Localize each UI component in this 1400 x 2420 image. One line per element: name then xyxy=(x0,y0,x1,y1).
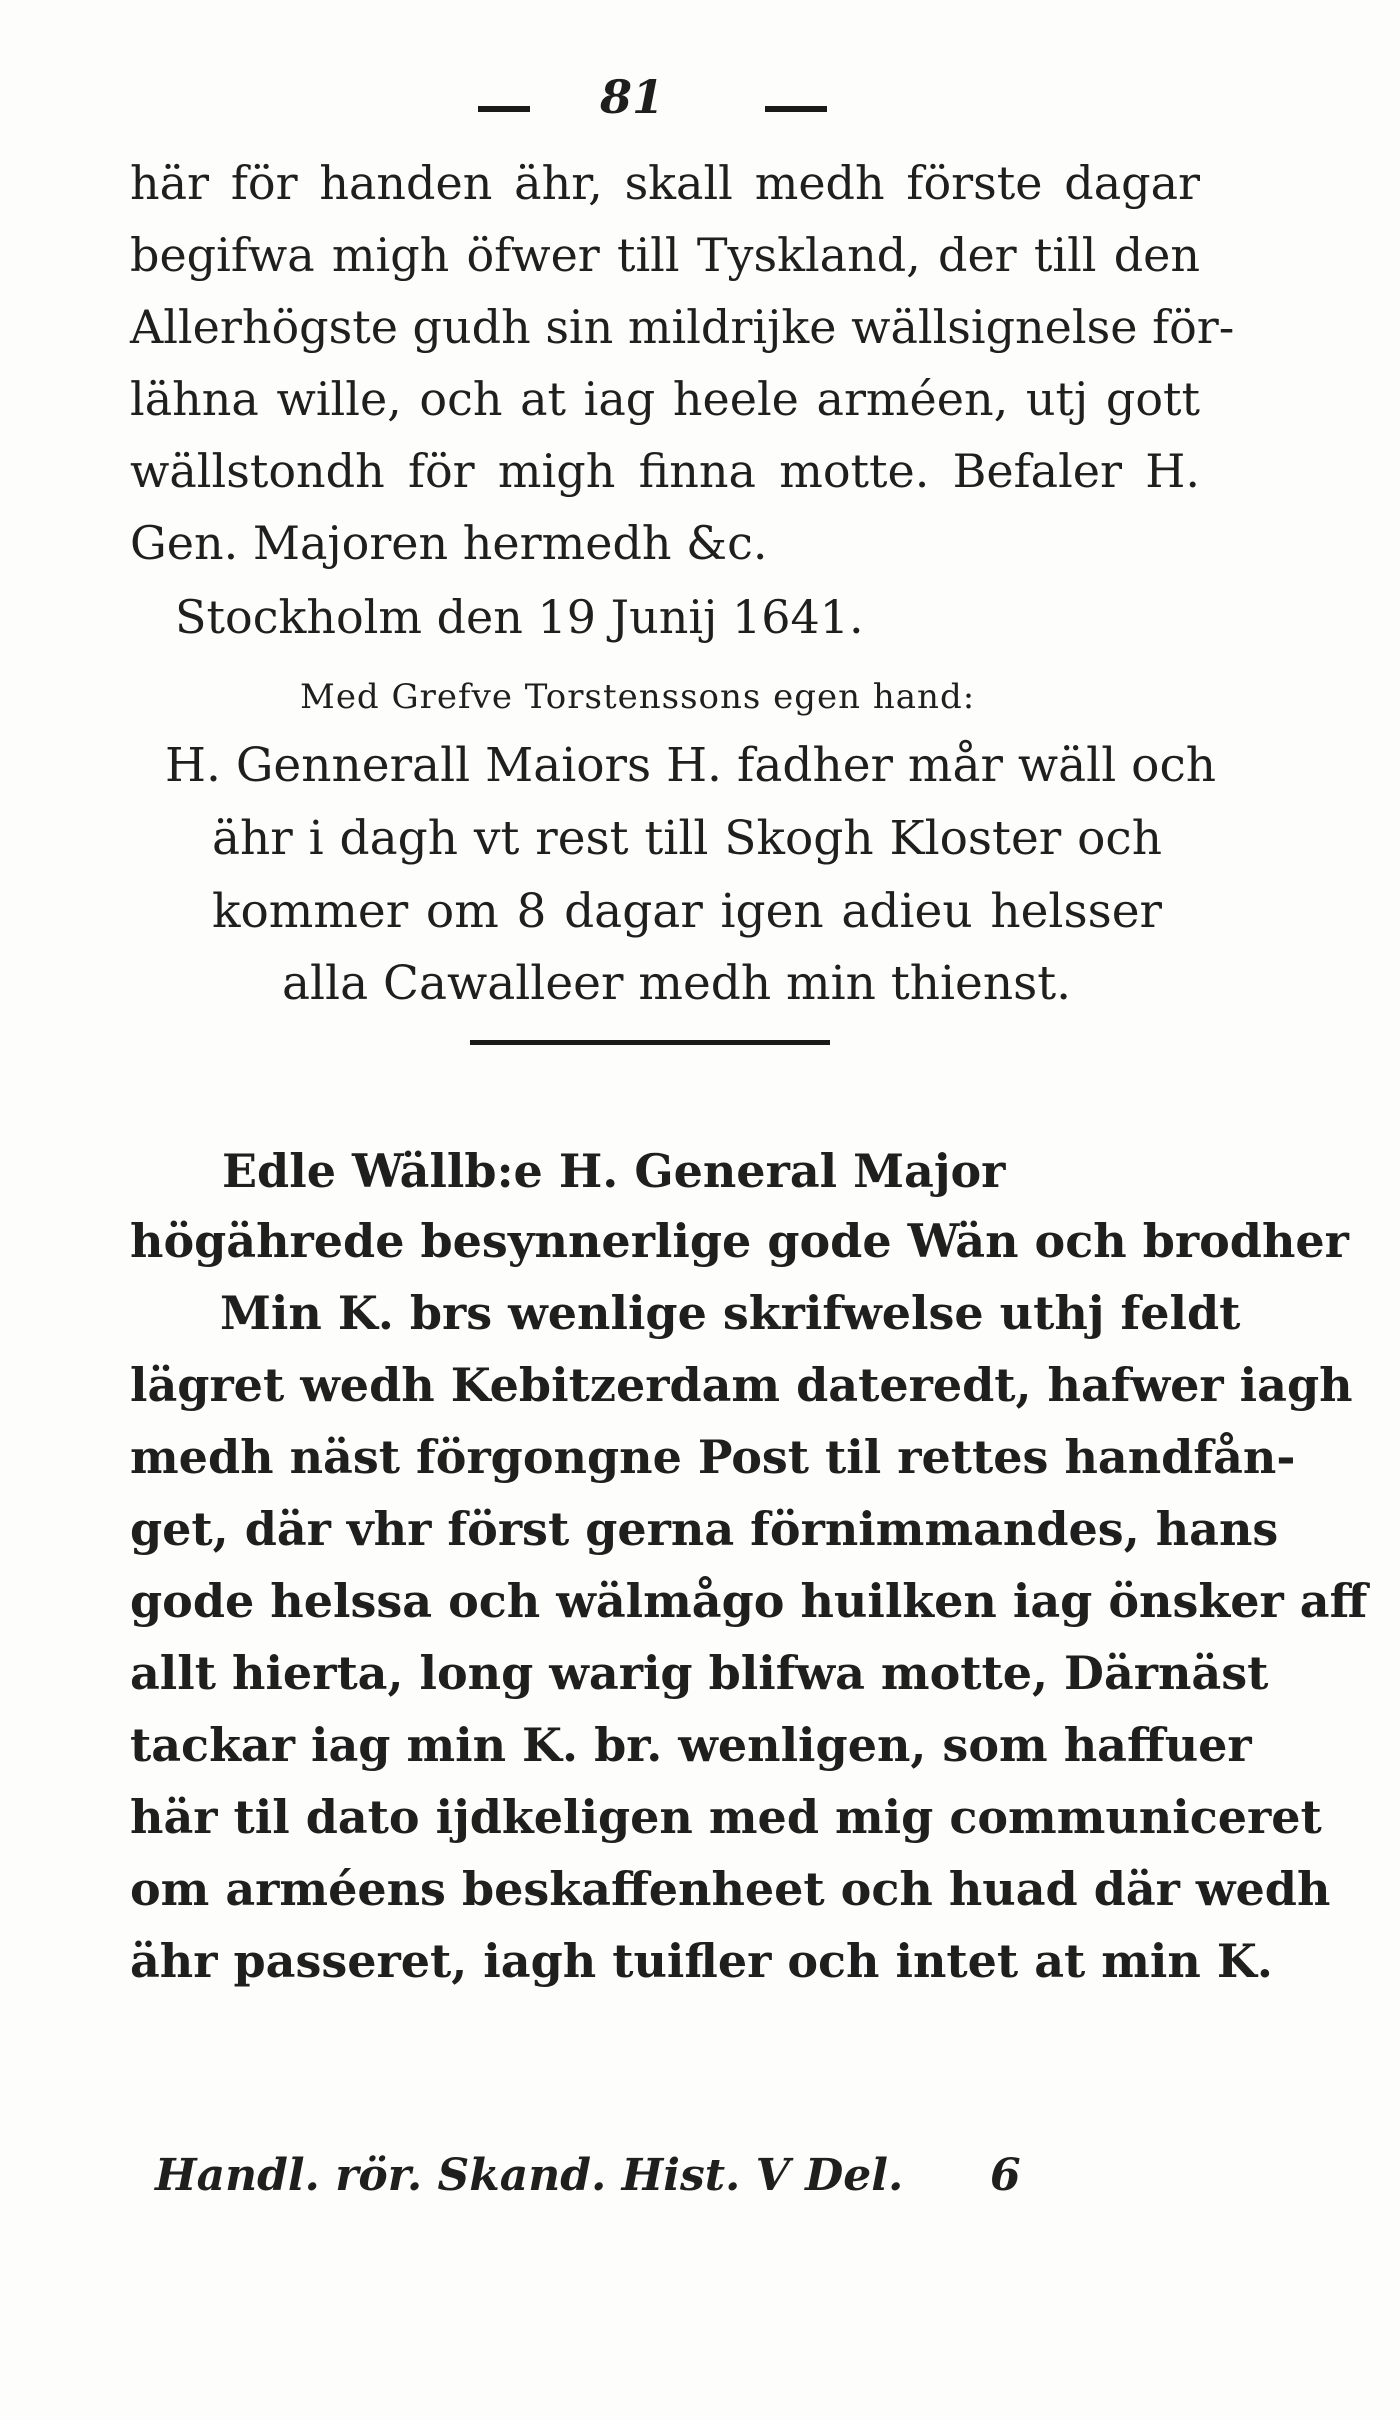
text-line: begifwa migh öfwer till Tyskland, der till den xyxy=(130,228,1200,282)
text-line: Gen. Majoren hermedh &c. xyxy=(130,516,768,570)
text-line: allt hierta, long warig blifwa motte, Därnäst xyxy=(130,1646,1269,1700)
postscript-caption: Med Grefve Torstenssons egen hand: xyxy=(300,677,976,717)
text-line: här för handen ähr, skall medh förste dagar xyxy=(130,156,1200,210)
text-line: tackar iag min K. br. wenligen, som haffuer xyxy=(130,1718,1252,1772)
text-line: alla Cawalleer medh min thienst. xyxy=(282,956,1072,1011)
header-dash-left xyxy=(478,106,530,112)
text-line: ähr passeret, iagh tuifler och intet at min K. xyxy=(130,1934,1273,1988)
text-line: Allerhögste gudh sin mildrijke wällsignelse för- xyxy=(130,300,1235,354)
sheet-mark: 6 xyxy=(990,2150,1021,2201)
footer-signature: Handl. rör. Skand. Hist. V Del. xyxy=(155,2150,904,2201)
header-dash-right xyxy=(765,106,827,112)
text-line: lähna wille, och at iag heele arméen, utj gott xyxy=(130,372,1200,426)
text-line: gode helssa och wälmågo huilken iag önsker aff xyxy=(130,1574,1368,1628)
text-line: medh näst förgongne Post til rettes handfån- xyxy=(130,1430,1296,1484)
text-line: här til dato ijdkeligen med mig communiceret xyxy=(130,1790,1322,1844)
text-line: kommer om 8 dagar igen adieu helsser xyxy=(212,884,1162,939)
section-divider xyxy=(470,1040,830,1045)
text-line: om arméens beskaffenheet och huad där wedh xyxy=(130,1862,1331,1916)
date-line: Stockholm den 19 Junij 1641. xyxy=(175,590,864,644)
page-number: 81 xyxy=(600,70,665,124)
text-line: H. Gennerall Maiors H. fadher mår wäll och xyxy=(165,738,1217,793)
text-line: högährede besynnerlige gode Wän och brodher xyxy=(130,1214,1349,1268)
text-line: get, där vhr först gerna förnimmandes, hans xyxy=(130,1502,1279,1556)
page-header xyxy=(0,70,1400,130)
text-line: ähr i dagh vt rest till Skogh Kloster och xyxy=(212,811,1162,866)
salutation: Edle Wällb:e H. General Major xyxy=(222,1144,1006,1198)
text-line: Min K. brs wenlige skrifwelse uthj feldt xyxy=(220,1286,1241,1340)
text-line: wällstondh för migh finna motte. Befaler H. xyxy=(130,444,1200,498)
text-line: lägret wedh Kebitzerdam dateredt, hafwer iagh xyxy=(130,1358,1353,1412)
